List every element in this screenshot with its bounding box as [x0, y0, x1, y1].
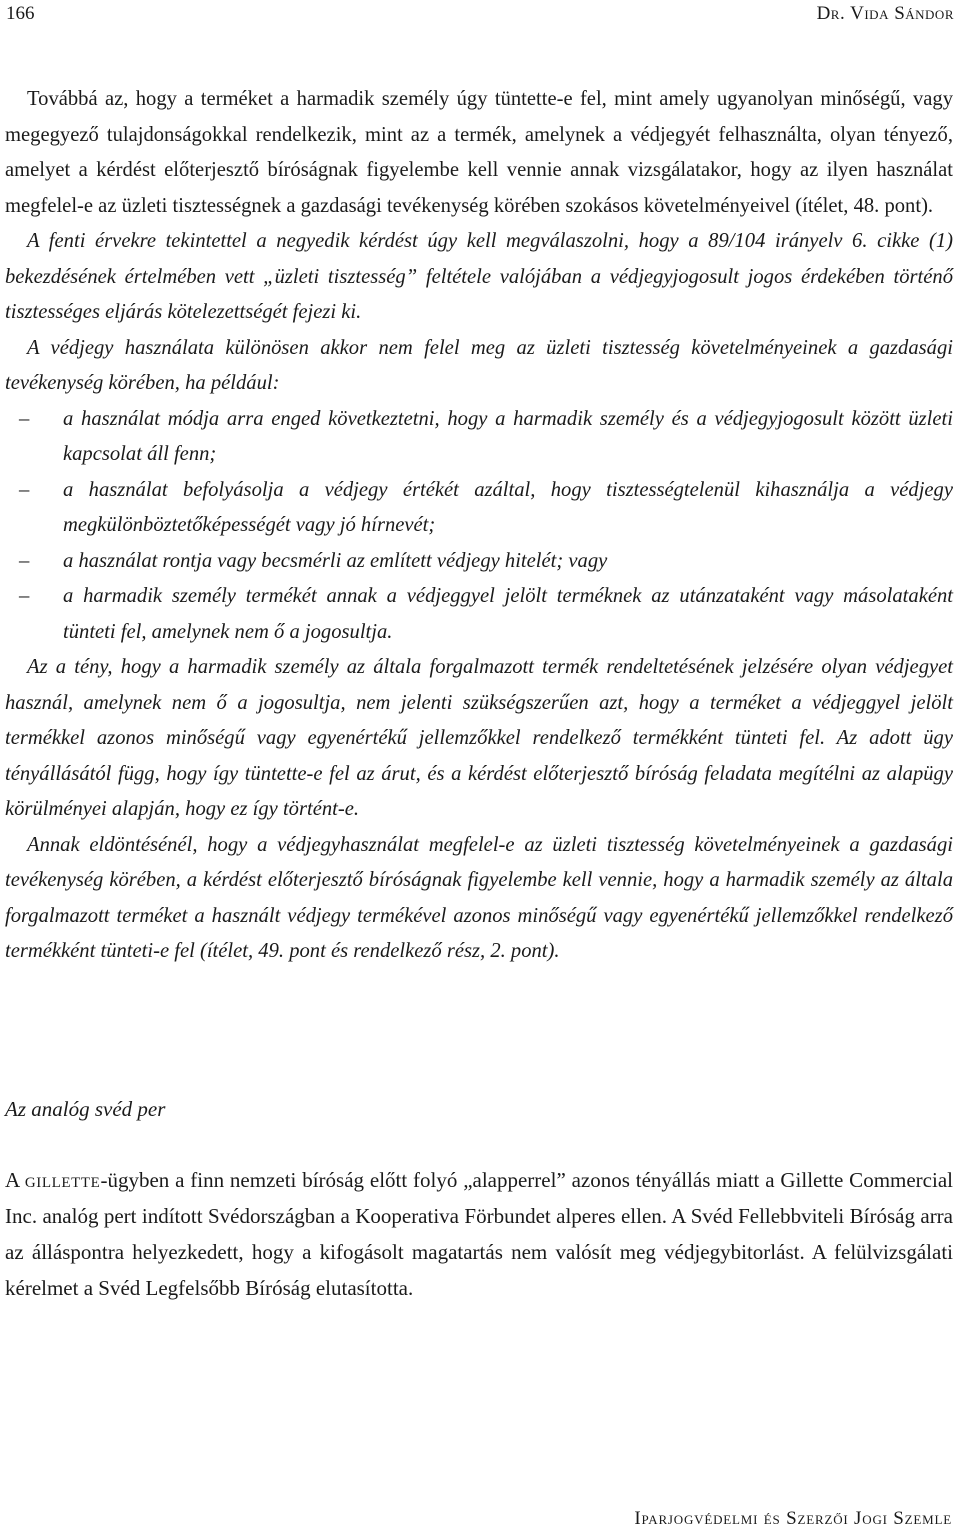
- paragraph: Annak eldöntésénél, hogy a védjegyhasználat megfelel-e az üzleti tisztesség követelményeinek a gazdasági tevékenység körében, a kérdést előterjesztő bíróságnak figyelembe kell vennie, hogy a harmadik személy az általa forgalmazott terméket a használt védjegy termékével azonos minőségű vagy egyenértékű jellemzőkkel rendelkező termékként tünteti-e fel (ítélet, 49. pont és rendelkező rész, 2. pont).: [5, 833, 953, 962]
- list-item: [5, 579, 953, 650]
- list-item-text: a használat rontja vagy becsmérli az említett védjegy hitelét; vagy: [63, 549, 608, 572]
- list-item: [5, 544, 953, 580]
- bullet-list: [5, 402, 953, 651]
- section-subheading: Az analóg svéd per: [5, 1097, 166, 1121]
- paragraph: Az a tény, hogy a harmadik személy az általa forgalmazott termék rendeltetésének jelzésére olyan védjegyet használ, amelynek nem ő a jogosultja, nem jelenti szükségszerűen azt, hogy a terméket a védjeggyel jelölt termékkel azonos minőségű vagy egyenértékű jellemzőkkel rendelkező termékként tünteti fel. Az adott ügy tényállásától függ, hogy így tüntette-e fel az árut, és a kérdést előterjesztő bíróság feladata megítélni az alapügy körülményei alapján, hogy ez így történt-e.: [5, 656, 953, 820]
- case-name-smallcaps: gillette: [24, 1168, 101, 1192]
- dash-marker: –: [19, 549, 30, 572]
- paragraph: A védjegy használata különösen akkor nem felel meg az üzleti tisztesség követelményeinek a gazdasági tevékenység körében, ha például:: [5, 336, 953, 394]
- dash-marker: –: [19, 478, 30, 501]
- journal-footer: Iparjogvédelmi és Szerzői Jogi Szemle: [634, 1508, 952, 1529]
- body-text-section: [5, 1162, 953, 1306]
- page-header: [6, 0, 954, 28]
- running-title: Dr. Vida Sándor: [816, 3, 954, 24]
- list-item-text: a használat befolyásolja a védjegy értékét azáltal, hogy tisztességtelenül kihasználja a védjegy megkülönböztetőképességét vagy jó hírnevét;: [63, 478, 953, 536]
- paragraph: [5, 1162, 953, 1306]
- list-item: [5, 473, 953, 544]
- page-number: 166: [6, 3, 35, 24]
- list-item: [5, 402, 953, 473]
- paragraph: Továbbá az, hogy a terméket a harmadik személy úgy tüntette-e fel, mint amely ugyanolyan minőségű, vagy megegyező tulajdonságokkal rendelkezik, mint az a termék, amelynek a védjegyét felhasználta, olyan tényező, amelyet a kérdést előterjesztő bíróságnak figyelembe kell vennie annak vizsgálatakor, hogy az ilyen használat megfelel-e az üzleti tisztességnek a gazdasági tevékenység körében szokásos követelményeivel (ítélet, 48. pont).: [5, 88, 953, 217]
- list-item-text: a használat módja arra enged következtetni, hogy a harmadik személy és a védjegyjogosult között üzleti kapcsolat áll fenn;: [63, 407, 953, 465]
- dash-marker: –: [19, 407, 30, 430]
- body-text-italic-section: [5, 82, 953, 970]
- paragraph-prefix: A: [5, 1168, 25, 1192]
- paragraph: A fenti érvekre tekintettel a negyedik kérdést úgy kell megválaszolni, hogy a 89/104 irányelv 6. cikke (1) bekezdésének értelmében vett „üzleti tisztesség” feltétele valójában a védjegyjogosult jogos érdekében történő tisztességes eljárás kötelezettségét fejezi ki.: [5, 230, 953, 323]
- dash-marker: –: [19, 585, 30, 607]
- paragraph-rest: -ügyben a finn nemzeti bíróság előtt folyó „alapperrel” azonos tényállás miatt a Gillette Commercial Inc. analóg pert indított Svédországban a Kooperativa Förbundet alperes ellen. A Svéd Fellebbviteli Bíróság arra az álláspontra helyezkedett, hogy a kifogásolt magatartás nem valósít meg védjegybitorlást. A felülvizsgálati kérelmet a Svéd Legfelsőbb Bíróság elutasította.: [5, 1168, 953, 1300]
- list-item-text: a harmadik személy termékét annak a védjeggyel jelölt terméknek az utánzataként vagy másolataként tünteti fel, amelynek nem ő a jogosultja.: [63, 585, 953, 643]
